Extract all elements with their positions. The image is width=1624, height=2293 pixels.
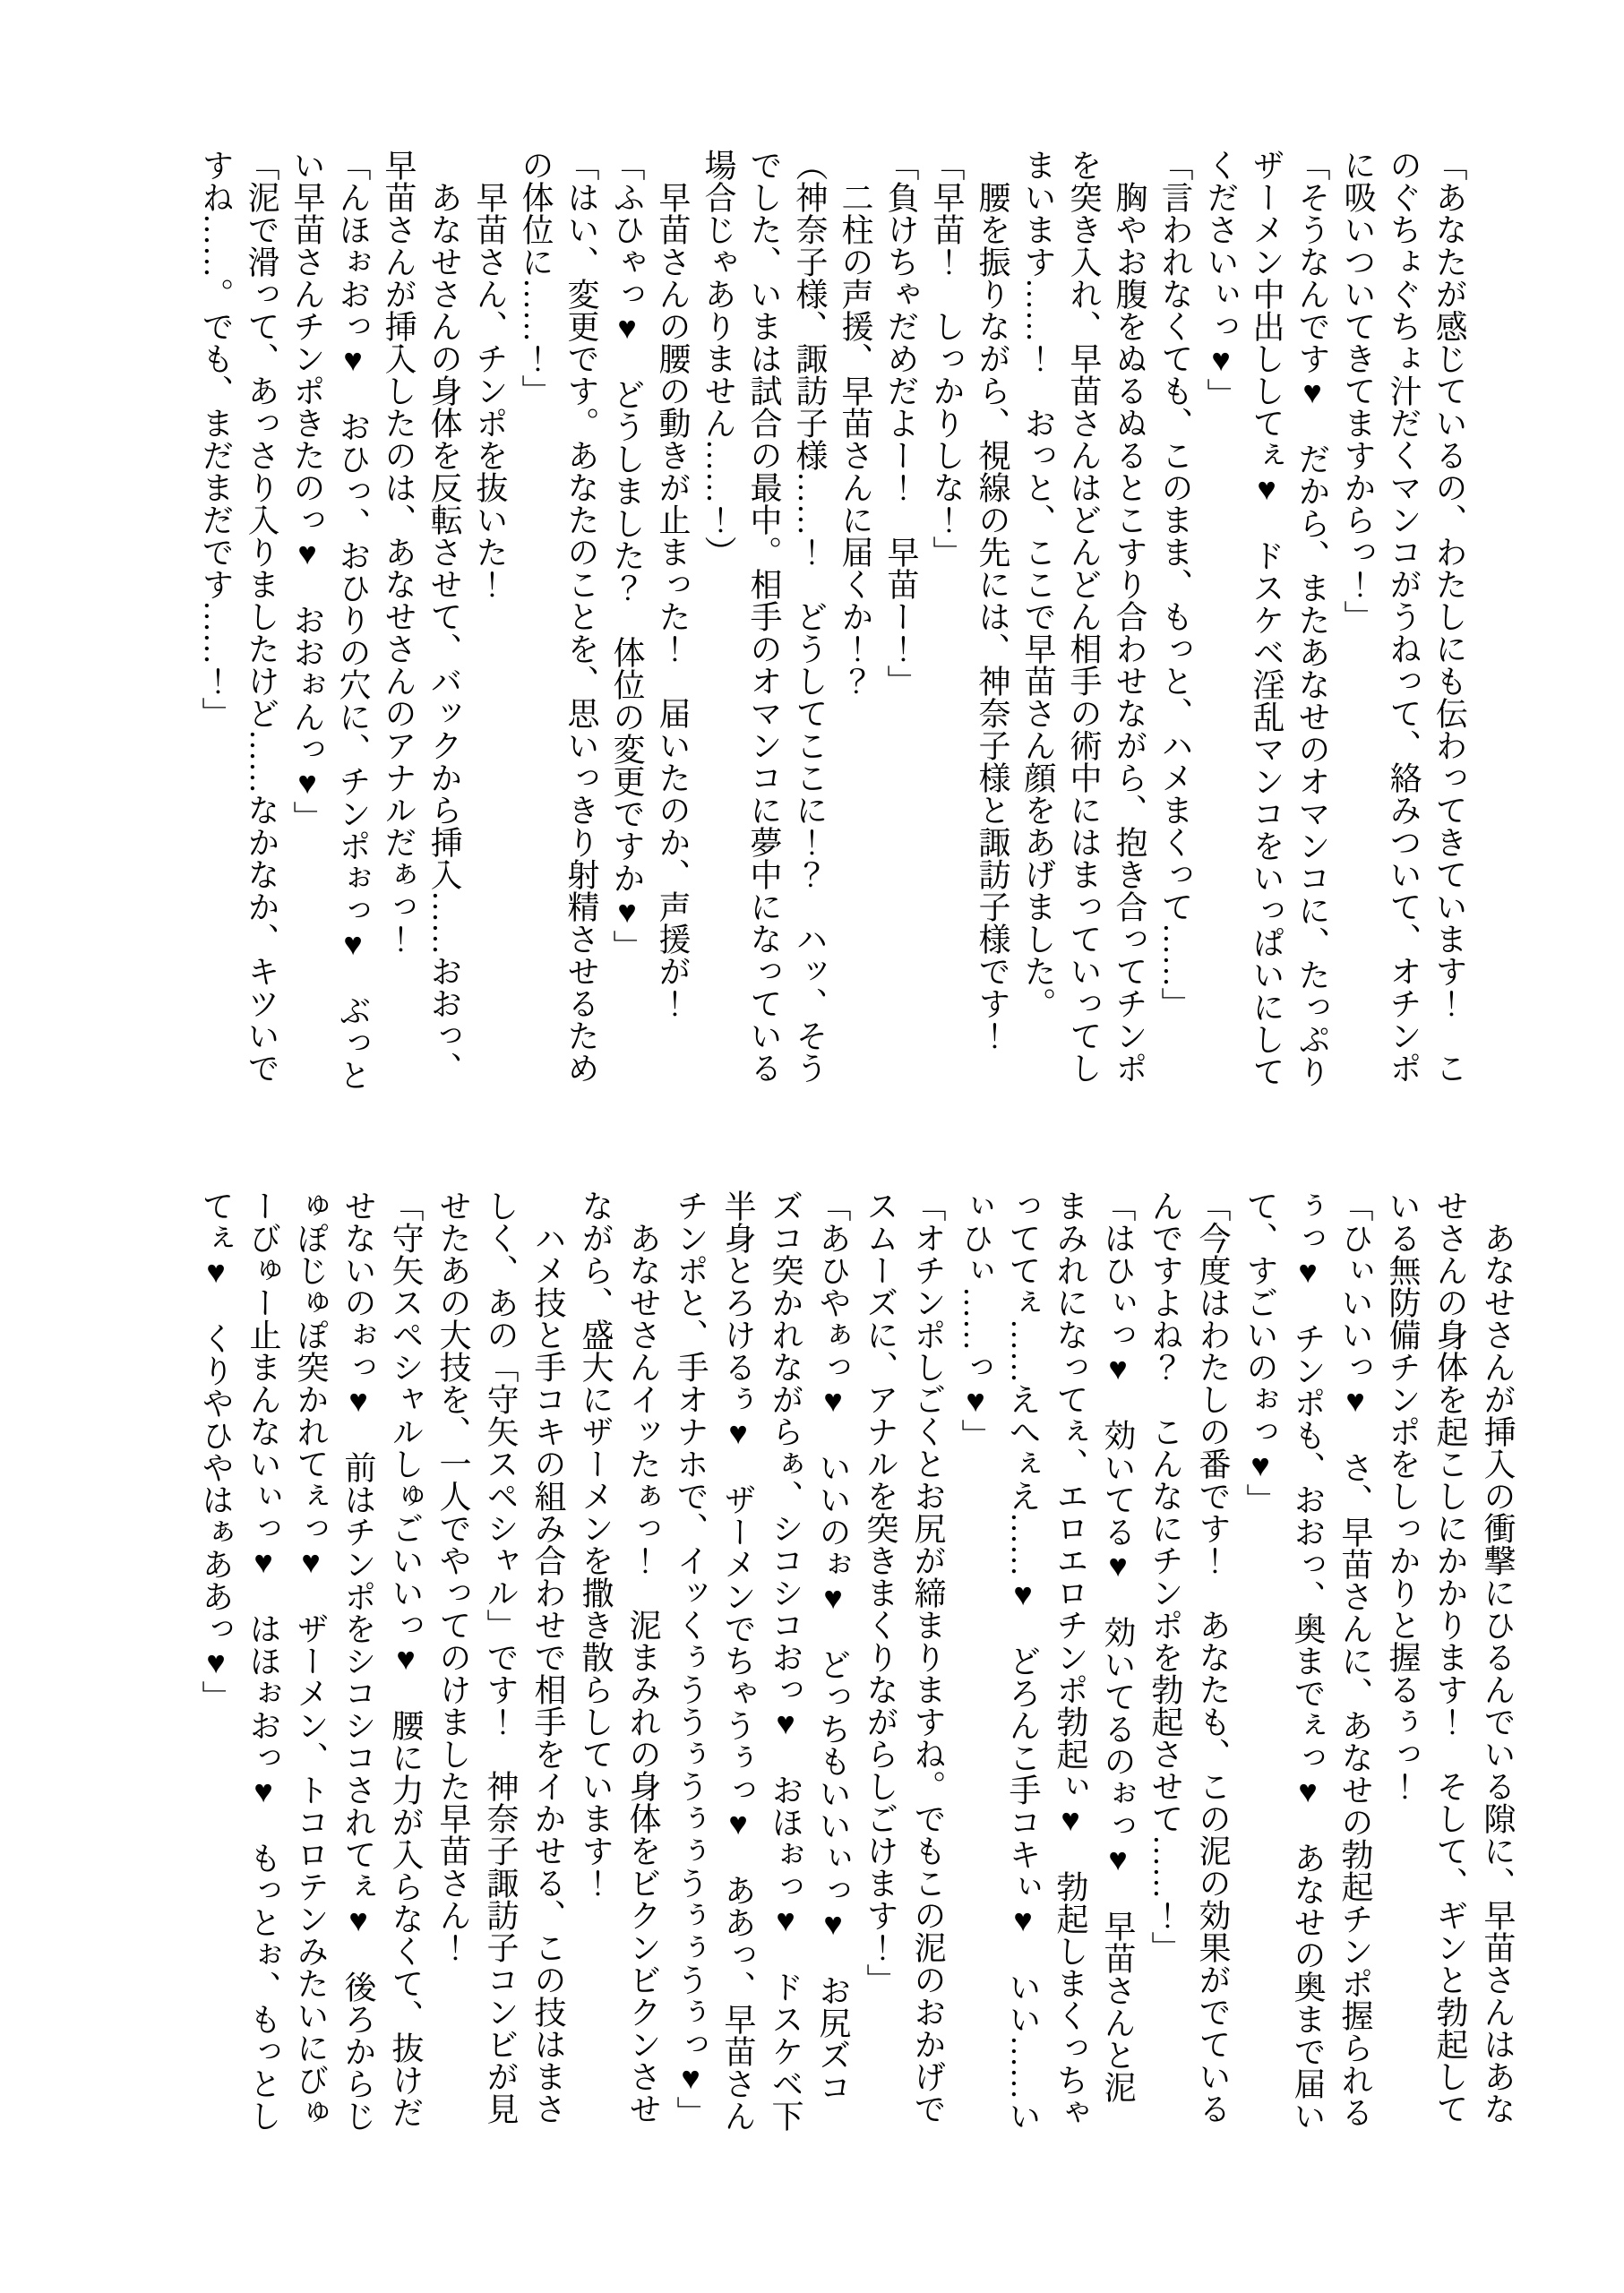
bottom-text-block [192,1189,1521,2132]
paragraph: 「言われなくても、このまま、もっと、ハメまくって……」 [1157,149,1193,1019]
paragraph: あなせさんの身体を反転させて、バックから挿入……おおっ、早苗さんが挿入したのは、あなせさんのアナルだぁっ！ [381,149,462,1084]
paragraph: 「あなたが感じているの、わたしにも伝わってきています！ このぐちょぐちょ汁だくマンコがうねって、絡みついて、オチンポに吸いついてきてますからっ！」 [1340,149,1467,1084]
paragraph: 「んほぉおっ♥ おひっ、おひりの穴に、チンポぉっ♥ ぶっとい早苗さんチンポきたのっ♥ おおぉんっ♥」 [289,149,371,1091]
paragraph: 「そうなんです♥ だから、またあなせのオマンコに、たっぷりザーメン中出ししてぇ♥ ドスケベ淫乱マンコをいっぱいにしてくださいぃっ♥」 [1203,149,1330,1087]
paragraph: 「はい、変更です。あなたのことを、思いっきり射精させるための体位に……！」 [518,149,599,1084]
paragraph: 胸やお腹をぬるぬるとこすり合わせながら、抱き合ってチンポを突き入れ、早苗さんはどんどん相手の術中にはまっていってしまいます……！ おっと、ここで早苗さん顔をあげました。 [1020,149,1147,1084]
paragraph: 「守矢スペシャルしゅごいいっ♥ 腰に力が入らなくて、抜けだせないのぉっ♥ 前はチンポをシコシコされてぇ♥ 後ろからじゅぽじゅぽ突かれてぇっ♥ ザーメン、トコロテンみたいにびゅーびゅー止まんないぃっ♥ はほぉおっ♥ もっとぉ、もっとしてぇ♥ くりやひやはぁああっ♥」 [198,1189,424,2132]
paragraph: 腰を振りながら、視線の先には、神奈子様と諏訪子様です！ [975,149,1010,1052]
paragraph: 早苗さんの腰の動きが止まった！ 届いたのか、声援が！ [655,149,691,1019]
paragraph: 「今度はわたしの番です！ あなたも、この泥の効果がでているんですよね？ こんなにチンポを勃起させて……！」 [1147,1189,1231,2125]
paragraph: 早苗さん、チンポを抜いた！ [472,149,508,600]
paragraph: あなせさんイッたぁっ！ 泥まみれの身体をビクンビクンさせながら、盛大にザーメンを撒き散らしています！ [578,1189,661,2125]
paragraph: 「あひやぁっ♥ いいのぉ♥ どっちもいいぃっ♥ お尻ズコズコ突かれながらぁ、シコシコおっ♥ おほぉっ♥ ドスケベ下半身とろけるぅ♥ ザーメンでちゃうぅっ♥ ああっ、早苗さんチンポと、手オナホで、イッくぅううぅうぅぅうぅぅうぅっ♥」 [673,1189,851,2132]
paragraph: 「泥で滑って、あっさり入りましたけど……なかなか、キツいですね……。でも、まだまだです……！」 [198,149,279,1084]
paragraph: あなせさんが挿入の衝撃にひるんでいる隙に、早苗さんはあなせさんの身体を起こしにかかります！ そして、ギンと勃起している無防備チンポをしっかりと握るぅっ！ [1385,1189,1516,2125]
top-text-block [193,149,1472,1091]
paragraph: ハメ技と手コキの組み合わせで相手をイかせる、この技はまさしく、あの「守矢スペシャル」です！ 神奈子諏訪子コンビが見せたあの大技を、一人でやってのけました早苗さん！ [435,1189,566,2125]
paragraph: 「負けちゃだめだよー！ 早苗ー！」 [883,149,919,697]
paragraph: 「早苗！ しっかりしな！」 [929,149,965,568]
paragraph: 「ふひゃっ♥ どうしました？ 体位の変更ですか♥」 [609,149,645,962]
paragraph: （神奈子様、諏訪子様……！ どうしてここに！？ ハッ、そうでした、いまは試合の最中。相手のオマンコに夢中になっている場合じゃありません……！） [700,149,828,1084]
paragraph: 二柱の声援、早苗さんに届くか！？ [838,149,873,697]
paragraph: 「ひぃいいっ♥ さ、早苗さんに、あなせの勃起チンポ握られるぅっ♥ チンポも、おおっ、奥までぇっ♥ あなせの奥まで届いて、すごいのぉっ♥」 [1242,1189,1373,2132]
paragraph: 「はひぃっ♥ 効いてる♥ 効いてるのぉっ♥ 早苗さんと泥まみれになってぇ、エロエロチンポ勃起ぃ♥ 勃起しまくっちゃっててぇ……えへぇえ……♥ どろんこ手コキぃ♥ いい……いぃひぃ……っ♥」 [958,1189,1136,2132]
paragraph: 「オチンポしごくとお尻が締まりますね。でもこの泥のおかげでスムーズに、アナルを突きまくりながらしごけます！」 [863,1189,946,2125]
